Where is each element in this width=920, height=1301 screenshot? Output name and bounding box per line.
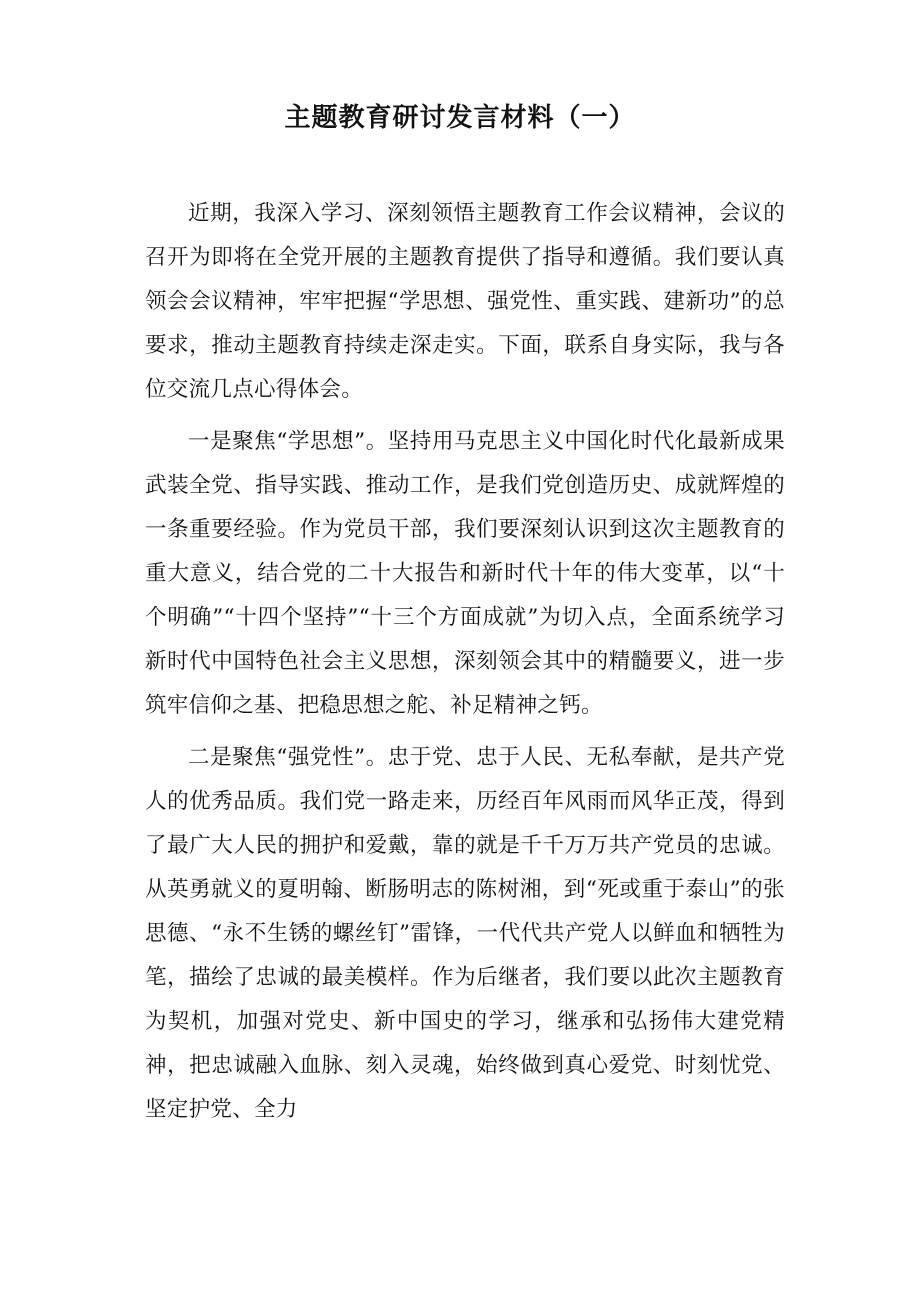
- paragraph-strengthen-party-spirit: 二是聚焦“强党性”。忠于党、忠于人民、无私奉献，是共产党人的优秀品质。我们党一路走来，历经百年风雨而风华正茂，得到了最广大人民的拥护和爱戴，靠的就是千千万万共产党员的忠诚。从英勇就义的夏明翰、断肠明志的陈树湘，到“死或重于泰山”的张思德、“永不生锈的螺丝钉”雷锋，一代代共产党人以鲜血和牺牲为笔，描绘了忠诚的最美模样。作为后继者，我们要以此次主题教育为契机，加强对党史、新中国史的学习，继承和弘扬伟大建党精神，把忠诚融入血脉、刻入灵魂，始终做到真心爱党、时刻忧党、坚定护党、全力: [145, 745, 785, 1122]
- document-body: [145, 192, 785, 1140]
- paragraph-intro: 近期，我深入学习、深刻领悟主题教育工作会议精神，会议的召开为即将在全党开展的主题教育提供了指导和遵循。我们要认真领会会议精神，牢牢把握“学思想、强党性、重实践、建新功”的总要求，推动主题教育持续走深走实。下面，联系自身实际，我与各位交流几点心得体会。: [145, 201, 785, 402]
- document-title: 主题教育研讨发言材料（一）: [284, 103, 636, 133]
- paragraph-study-thought: 一是聚焦“学思想”。坚持用马克思主义中国化时代化最新成果武装全党、指导实践、推动工作，是我们党创造历史、成就辉煌的一条重要经验。作为党员干部，我们要深刻认识到这次主题教育的重大意义，结合党的二十大报告和新时代十年的伟大变革，以“十个明确”“十四个坚持”“十三个方面成就”为切入点，全面系统学习新时代中国特色社会主义思想，深刻领会其中的精髓要义，进一步筑牢信仰之基、把稳思想之舵、补足精神之钙。: [145, 429, 785, 718]
